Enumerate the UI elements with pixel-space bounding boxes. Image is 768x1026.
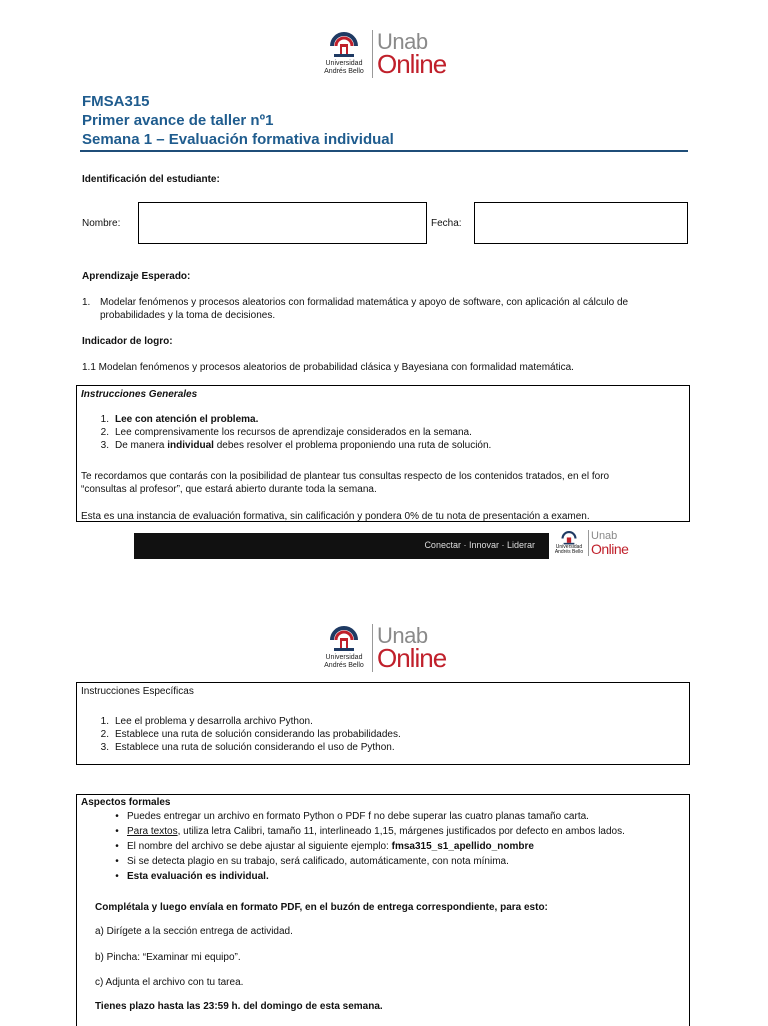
banner-uni-line2: Andrés Bello bbox=[554, 549, 584, 555]
name-field[interactable] bbox=[138, 202, 427, 244]
logo-university-line2: Andrés Bello bbox=[324, 68, 364, 75]
date-field[interactable] bbox=[474, 202, 688, 244]
general-item-3: 3. De manera individual debes resolver el problema proponiendo una ruta de solución. bbox=[100, 440, 492, 451]
indicator-text: 1.1 Modelan fenómenos y procesos aleatorios de probabilidad clásica y Bayesiana con formalidad matemática. bbox=[82, 362, 574, 373]
logo2-online: Online bbox=[377, 643, 447, 673]
general-instructions-box bbox=[76, 385, 690, 522]
general-paragraph-2: Esta es una instancia de evaluación formativa, sin calificación y pondera 0% de tu nota de presentación a examen. bbox=[81, 511, 590, 522]
logo2-university-line1: Universidad bbox=[325, 654, 363, 661]
header-rule bbox=[80, 150, 688, 152]
specific-item-3: 3. Establece una ruta de solución considerando el uso de Python. bbox=[100, 742, 395, 753]
unab-online-logo bbox=[318, 30, 446, 78]
learning-item-num: 1. bbox=[82, 297, 91, 308]
formal-step-a: a) Dirígete a la sección entrega de actividad. bbox=[95, 926, 293, 937]
learning-heading: Aprendizaje Esperado: bbox=[82, 271, 191, 282]
learning-item-line2: probabilidades y la toma de decisiones. bbox=[100, 310, 276, 321]
learning-item-line1: Modelar fenómenos y procesos aleatorios con formalidad matemática y apoyo de software, con aplicación al cálculo de bbox=[100, 297, 629, 308]
specific-instructions-box bbox=[76, 682, 690, 765]
specific-item-2: 2. Establece una ruta de solución considerando las probabilidades. bbox=[100, 729, 401, 740]
logo-university-line1: Universidad bbox=[325, 60, 363, 67]
general-item-2: 2. Lee comprensivamente los recursos de aprendizaje considerados en la semana. bbox=[100, 427, 472, 438]
banner-crest-icon bbox=[561, 531, 577, 545]
formal-deadline: Tienes plazo hasta las 23:59 h. del domingo de esta semana. bbox=[95, 1001, 383, 1012]
footer-banner bbox=[134, 533, 549, 559]
logo-online: Online bbox=[377, 49, 447, 79]
university-crest-icon bbox=[330, 32, 358, 58]
university-crest-icon bbox=[330, 626, 358, 652]
student-heading: Identificación del estudiante: bbox=[82, 174, 220, 185]
formal-complete: Complétala y luego envíala en formato PDF, en el buzón de entrega correspondiente, para esto: bbox=[95, 902, 548, 913]
formal-bullet-1: • Puedes entregar un archivo en formato Python o PDF f no debe superar las cuatro planas tamaño carta. bbox=[115, 811, 589, 822]
indicator-heading: Indicador de logro: bbox=[82, 336, 173, 347]
formal-step-c: c) Adjunta el archivo con tu tarea. bbox=[95, 977, 244, 988]
general-paragraph-1: Te recordamos que contarás con la posibilidad de plantear tus consultas respecto de los contenidos tratados, en el foro “consultas al profesor”, que estará abierto durante toda la semana. bbox=[81, 471, 610, 495]
specific-item-1: 1. Lee el problema y desarrolla archivo Python. bbox=[100, 716, 313, 727]
formal-bullet-5: • Esta evaluación es individual. bbox=[115, 871, 269, 882]
header-titles bbox=[82, 92, 394, 149]
name-label: Nombre: bbox=[82, 218, 121, 229]
formal-bullet-4: • Si se detecta plagio en su trabajo, será calificado, automáticamente, con nota mínima. bbox=[115, 856, 509, 867]
banner-logo bbox=[552, 530, 628, 556]
formal-bullet-3: • El nombre del archivo se debe ajustar al siguiente ejemplo: fmsa315_s1_apellido_nombre bbox=[115, 841, 534, 852]
logo2-unab: Unab bbox=[377, 623, 428, 648]
general-title: Instrucciones Generales bbox=[81, 389, 198, 400]
course-code: FMSA315 bbox=[82, 93, 150, 110]
logo-unab: Unab bbox=[377, 29, 428, 54]
learning-item bbox=[82, 296, 688, 322]
logo2-university-line2: Andrés Bello bbox=[324, 662, 364, 669]
logo-divider bbox=[372, 30, 373, 78]
formal-step-b: b) Pincha: “Examinar mi equipo”. bbox=[95, 952, 241, 963]
formal-aspects-box bbox=[76, 794, 690, 1026]
date-label: Fecha: bbox=[431, 218, 462, 229]
formal-title: Aspectos formales bbox=[81, 797, 171, 808]
unab-online-logo-page2 bbox=[318, 624, 446, 672]
workshop-title: Primer avance de taller nº1 bbox=[82, 112, 274, 129]
specific-title: Instrucciones Específicas bbox=[81, 686, 194, 697]
week-title: Semana 1 – Evaluación formativa individual bbox=[82, 131, 394, 148]
general-item-1: 1. Lee con atención el problema. bbox=[100, 414, 259, 425]
banner-uni-line1: Universidad bbox=[555, 544, 583, 550]
banner-slogan: Conectar · Innovar · Liderar bbox=[424, 540, 535, 550]
banner-unab: Unab bbox=[591, 529, 618, 542]
formal-bullet-2: • Para textos, utiliza letra Calibri, tamaño 11, interlineado 1,15, márgenes justificados por defecto en ambos lados. bbox=[115, 826, 625, 837]
banner-online: Online bbox=[591, 540, 629, 557]
